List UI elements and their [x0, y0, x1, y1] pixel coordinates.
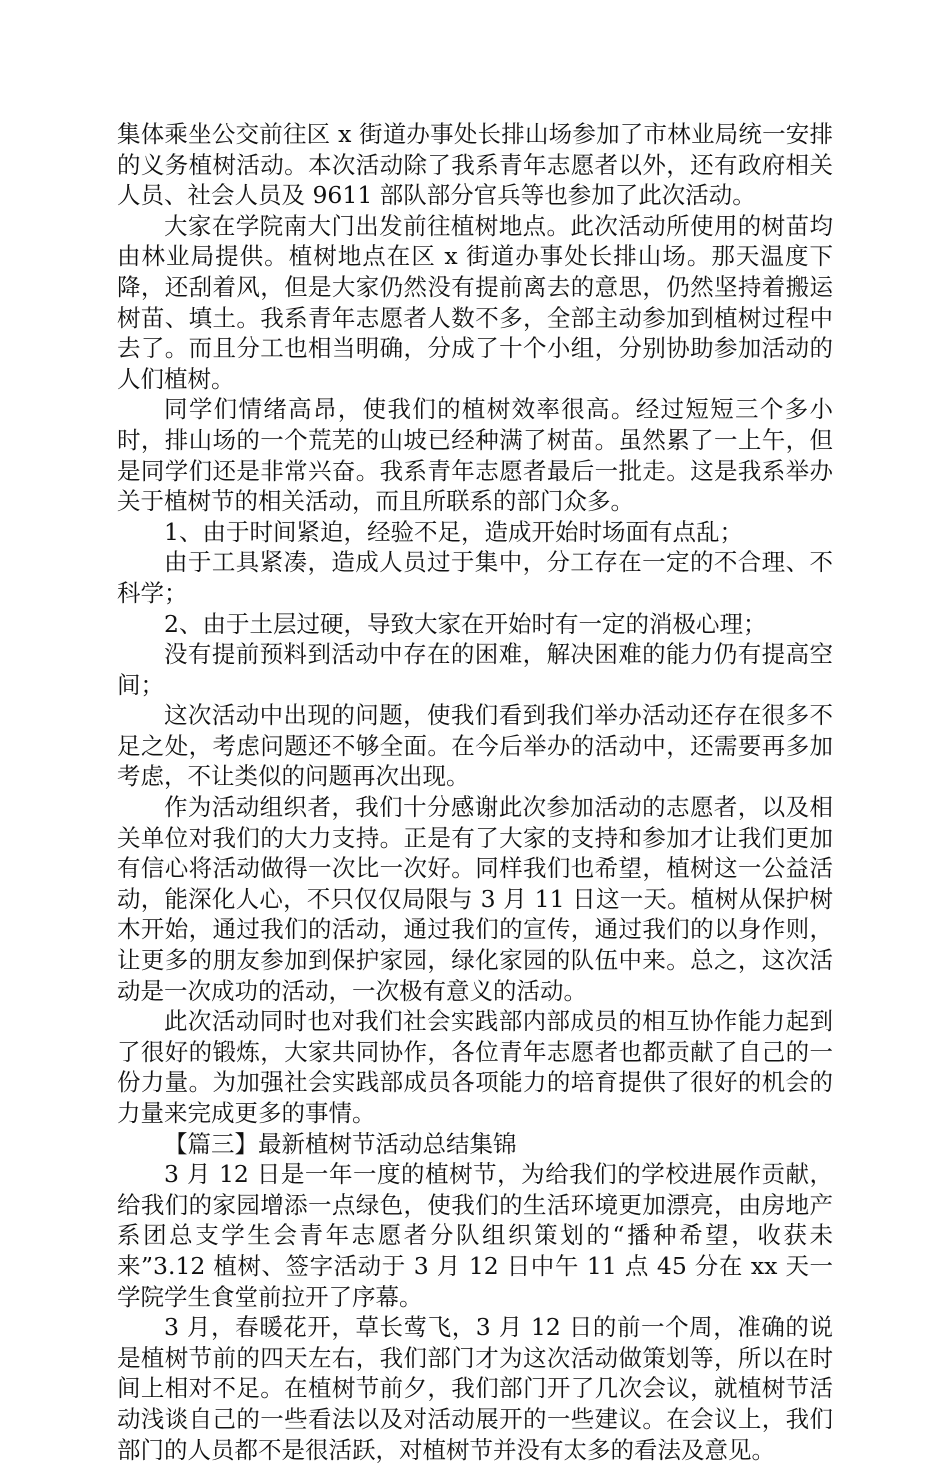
paragraph-thanks: 作为活动组织者，我们十分感谢此次参加活动的志愿者，以及相关单位对我们的大力支持。正是有了大家的支持和参加才让我们更加有信心将活动做得一次比一次好。同样我们也希望，植树这一公益活动，能深化人心，不只仅仅局限与 3 月 11 日这一天。植树从保护树木开始，通过我们的活动，通过我们的宣传，通过我们的以身作则，让更多的朋友参加到保护家园，绿化家园的队伍中来。总之，这次活动是一次成功的活动，一次极有意义的活动。 [117, 793, 833, 1005]
document-page [117, 119, 833, 1465]
problem-item-1: 1、由于时间紧迫，经验不足，造成开始时场面有点乱； [164, 517, 743, 546]
paragraph-arbor-day-intro: 3 月 12 日是一年一度的植树节，为给我们的学校进展作贡献，给我们的家园增添一点绿色，使我们的生活环境更加漂亮，由房地产系团总支学生会青年志愿者分队组织策划的“播种希望，收获未来”3.12 植树、签字活动于 3 月 12 日中午 11 点 45 分在 xx 天一学院学生食堂前拉开了序幕。 [117, 1160, 833, 1311]
section-heading: 【篇三】最新植树节活动总结集锦 [164, 1129, 517, 1158]
paragraph-teamwork: 此次活动同时也对我们社会实践部内部成员的相互协作能力起到了很好的锻炼，大家共同协作，各位青年志愿者也都贡献了自己的一份力量。为加强社会实践部成员各项能力的培育提供了很好的机会的力量来完成更多的事情。 [117, 1007, 833, 1127]
problem-item-1-detail: 由于工具紧凑，造成人员过于集中，分工存在一定的不合理、不科学； [117, 548, 833, 607]
paragraph-departure: 大家在学院南大门出发前往植树地点。此次活动所使用的树苗均由林业局提供。植树地点在区 x 街道办事处长排山场。那天温度下降，还刮着风，但是大家仍然没有提前离去的意思，仍然坚持着搬运树苗、填土。我系青年志愿者人数不多，全部主动参加到植树过程中去了。而且分工也相当明确，分成了十个小组，分别协助参加活动的人们植树。 [117, 211, 833, 393]
problem-item-2-detail: 没有提前预料到活动中存在的困难，解决困难的能力仍有提高空间； [117, 640, 833, 699]
problem-item-2: 2、由于土层过硬，导致大家在开始时有一定的消极心理； [164, 609, 767, 638]
paragraph-planning: 3 月，春暖花开，草长莺飞，3 月 12 日的前一个周，准确的说是植树节前的四天左右，我们部门才为这次活动做策划等，所以在时间上相对不足。在植树节前夕，我们部门开了几次会议，就植树节活动浅谈自己的一些看法以及对活动展开的一些建议。在会议上，我们部门的人员都不是很活跃，对植树节并没有太多的看法及意见。 [117, 1313, 833, 1464]
paragraph-continuation: 集体乘坐公交前往区 x 街道办事处长排山场参加了市林业局统一安排的义务植树活动。本次活动除了我系青年志愿者以外，还有政府相关人员、社会人员及 9611 部队部分官兵等也参加了此次活动。 [117, 120, 833, 210]
paragraph-reflection: 这次活动中出现的问题，使我们看到我们举办活动还存在很多不足之处，考虑问题还不够全面。在今后举办的活动中，还需要再多加考虑，不让类似的问题再次出现。 [117, 701, 833, 791]
paragraph-enthusiasm: 同学们情绪高昂，使我们的植树效率很高。经过短短三个多小时，排山场的一个荒芜的山坡已经种满了树苗。虽然累了一上午，但是同学们还是非常兴奋。我系青年志愿者最后一批走。这是我系举办关于植树节的相关活动，而且所联系的部门众多。 [117, 395, 833, 516]
